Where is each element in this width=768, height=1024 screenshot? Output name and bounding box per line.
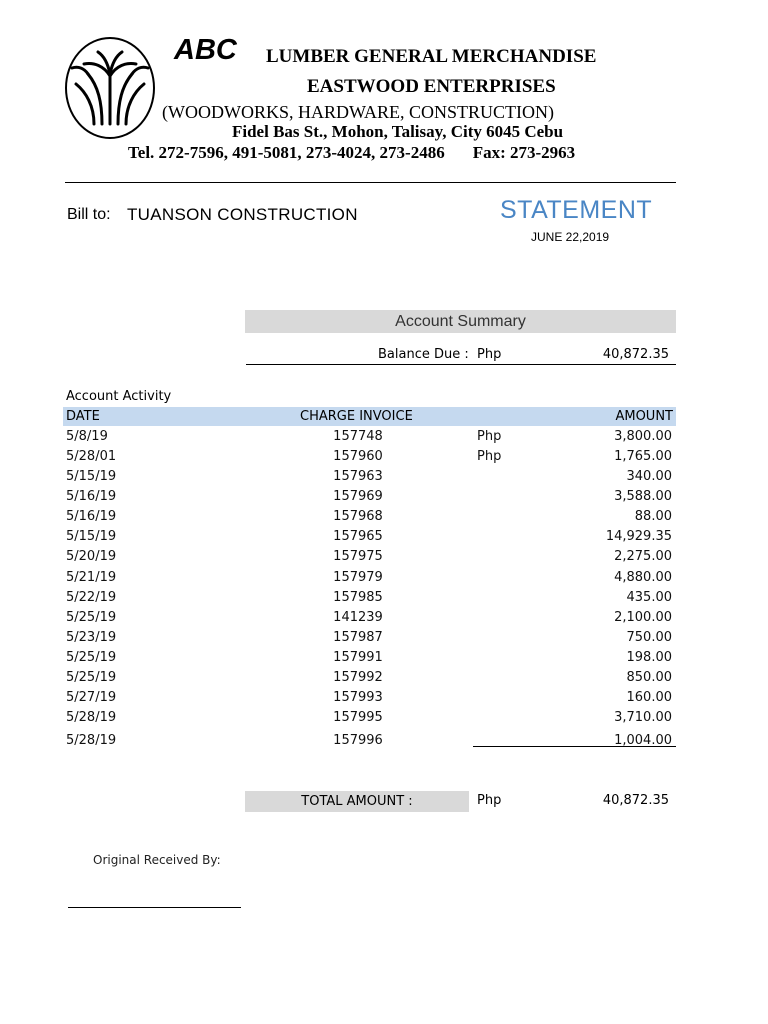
table-row: [63, 469, 676, 489]
col-header-amount: AMOUNT: [615, 409, 673, 424]
row-date: 5/25/19: [66, 610, 117, 625]
balance-due-label: Balance Due :: [378, 347, 469, 362]
table-row: [63, 710, 676, 730]
row-invoice: 157996: [333, 733, 383, 748]
row-invoice: 157979: [333, 570, 383, 585]
table-row: [63, 509, 676, 529]
row-date: 5/25/19: [66, 650, 117, 665]
table-row: [63, 670, 676, 690]
company-address: Fidel Bas St., Mohon, Talisay, City 6045 Cebu: [232, 122, 564, 141]
signature-line: [68, 907, 241, 908]
table-row: [63, 610, 676, 630]
row-invoice: 157991: [333, 650, 383, 665]
row-date: 5/25/19: [66, 670, 117, 685]
row-invoice: 157968: [333, 509, 383, 524]
row-amount: 750.00: [626, 630, 672, 645]
table-row: [63, 630, 676, 650]
total-amount-value: 40,872.35: [602, 793, 669, 808]
subtotal-divider: [473, 746, 676, 747]
row-amount: 198.00: [626, 650, 672, 665]
row-date: 5/8/19: [66, 429, 108, 444]
company-name-line2: EASTWOOD ENTERPRISES: [307, 76, 556, 97]
total-amount-label: TOTAL AMOUNT :: [245, 791, 469, 812]
statement-title: STATEMENT: [500, 196, 653, 224]
table-row: [63, 529, 676, 549]
row-date: 5/27/19: [66, 690, 117, 705]
table-row: [63, 590, 676, 610]
statement-date: JUNE 22,2019: [531, 230, 610, 244]
row-amount: 160.00: [626, 690, 672, 705]
row-amount: 2,275.00: [614, 549, 672, 564]
row-amount: 88.00: [634, 509, 672, 524]
row-date: 5/28/19: [66, 733, 117, 748]
bill-to-name: TUANSON CONSTRUCTION: [127, 205, 358, 224]
row-amount: 850.00: [626, 670, 672, 685]
received-by-label: Original Received By:: [93, 853, 221, 867]
row-date: 5/21/19: [66, 570, 117, 585]
table-row: [63, 429, 676, 449]
palm-tree-oval-logo-icon: [64, 36, 156, 140]
col-header-date: DATE: [66, 409, 100, 424]
table-row: [63, 733, 676, 753]
row-currency: Php: [477, 429, 502, 444]
table-row: [63, 690, 676, 710]
col-header-invoice: CHARGE INVOICE: [300, 409, 413, 424]
row-invoice: 157992: [333, 670, 383, 685]
balance-currency: Php: [477, 347, 502, 362]
row-amount: 4,880.00: [614, 570, 672, 585]
company-fax: Fax: 273-2963: [472, 143, 576, 162]
row-invoice: 141239: [333, 610, 383, 625]
company-logo: [64, 36, 156, 140]
activity-table-header: [63, 407, 676, 426]
row-date: 5/28/01: [66, 449, 117, 464]
account-summary-title: Account Summary: [395, 313, 526, 330]
row-invoice: 157987: [333, 630, 383, 645]
table-row: [63, 549, 676, 569]
company-services: (WOODWORKS, HARDWARE, CONSTRUCTION): [162, 102, 554, 122]
table-row: [63, 449, 676, 469]
table-row: [63, 489, 676, 509]
row-invoice: 157995: [333, 710, 383, 725]
row-amount: 340.00: [626, 469, 672, 484]
row-date: 5/16/19: [66, 489, 117, 504]
bill-to-label: Bill to:: [67, 206, 111, 223]
balance-due-value: 40,872.35: [602, 347, 669, 362]
row-invoice: 157965: [333, 529, 383, 544]
row-invoice: 157969: [333, 489, 383, 504]
row-date: 5/23/19: [66, 630, 117, 645]
row-amount: 3,800.00: [614, 429, 672, 444]
row-amount: 2,100.00: [614, 610, 672, 625]
row-amount: 1,004.00: [614, 733, 672, 748]
table-row: [63, 650, 676, 670]
row-amount: 14,929.35: [605, 529, 672, 544]
row-amount: 3,588.00: [614, 489, 672, 504]
total-currency: Php: [477, 793, 502, 808]
account-summary-header: [245, 310, 676, 333]
header-divider: [65, 182, 676, 183]
account-activity-label: Account Activity: [66, 389, 172, 404]
row-date: 5/15/19: [66, 469, 117, 484]
row-date: 5/16/19: [66, 509, 117, 524]
row-invoice: 157975: [333, 549, 383, 564]
row-invoice: 157985: [333, 590, 383, 605]
company-name-line1: LUMBER GENERAL MERCHANDISE: [266, 46, 597, 67]
balance-divider: [246, 364, 676, 365]
row-invoice: 157963: [333, 469, 383, 484]
row-currency: Php: [477, 449, 502, 464]
row-date: 5/28/19: [66, 710, 117, 725]
table-row: [63, 570, 676, 590]
row-amount: 3,710.00: [614, 710, 672, 725]
company-tel: Tel. 272-7596, 491-5081, 273-4024, 273-2486: [128, 143, 445, 162]
row-invoice: 157748: [333, 429, 383, 444]
row-amount: 435.00: [626, 590, 672, 605]
company-brand: ABC: [174, 34, 237, 66]
row-invoice: 157993: [333, 690, 383, 705]
company-contacts: [128, 143, 575, 163]
row-amount: 1,765.00: [614, 449, 672, 464]
row-date: 5/20/19: [66, 549, 117, 564]
row-date: 5/22/19: [66, 590, 117, 605]
row-invoice: 157960: [333, 449, 383, 464]
row-date: 5/15/19: [66, 529, 117, 544]
